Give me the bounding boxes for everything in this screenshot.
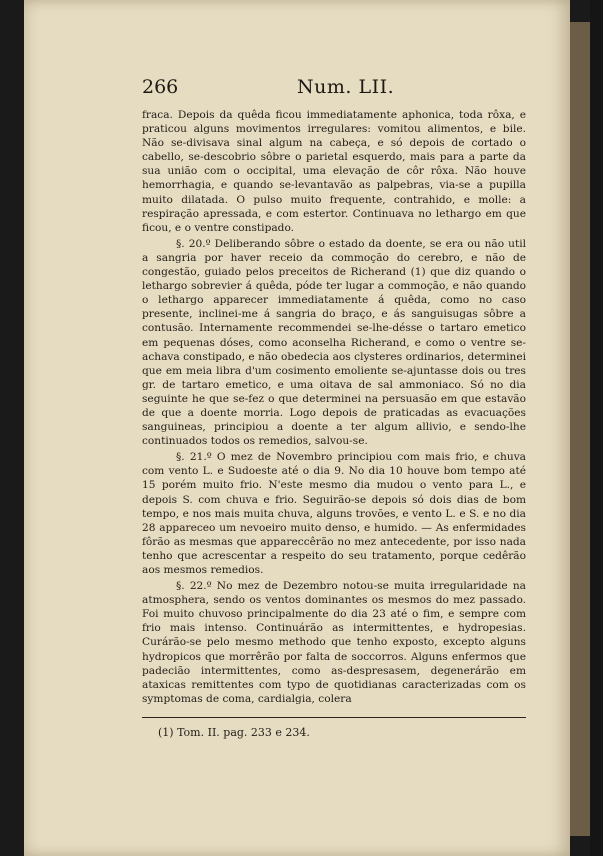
page-header <box>142 76 526 102</box>
page-number: 266 <box>142 76 179 98</box>
scan-border <box>590 0 603 856</box>
paragraph-section-21: §. 21.º O mez de Novembro principiou com mais frio, e chuva com vento L. e Sudoeste até o dia 9. No dia 10 houve bom tempo até 15 porém muito frio. N'este mesmo dia mudou o vento para L., e depois S. com chuva e frio. Seguirão-se depois só dois dias de bom tempo, e nos mais muita chuva, alguns trovões, e vento L. e S. e no dia 28 appareceo um nevoeiro muito denso, e humido. — As enfermidades fôrão as mesmas que appareccêrão no mez antecedente, por isso nada tenho que acrescentar a respeito do seu tratamento, porque cedêrão aos mesmos remedios. <box>142 451 526 576</box>
footnote-rule <box>142 717 526 718</box>
body-text <box>142 108 526 706</box>
paragraph-section-22: §. 22.º No mez de Dezembro notou-se muita irregularidade na atmosphera, sendo os ventos dominantes os mesmos do mez passado. Foi muito chuvoso principalmente do dia 23 até o fim, e sempre com frio mais intenso. Continuárão as intermittentes, e hydropesias. Curárão-se pelo mesmo methodo que tenho exposto, excepto alguns hydropicos que morrêrão por falta de soccorros. Alguns enfermos que padecião intermittentes, como as-despresasem, degenerárão em ataxicas remittentes com typo de quotidianas caracterizadas com os symptomas de coma, cardialgia, colera <box>142 580 526 705</box>
paragraph-section-20: §. 20.º Deliberando sôbre o estado da doente, se era ou não util a sangria por haver receio da commoção do cerebro, e não de congestão, guiado pelos preceitos de Richerand (1) que diz quando o lethargo sobrevier á quêda, póde ter lugar a commoção, e não quando o lethargo apparecer immediatamente á quêda, como no caso presente, inclinei-me á sangria do braço, e ás sanguisugas sôbre a contusão. Internamente recommendei se-lhe-désse o tartaro emetico em pequenas dóses, como aconselha Richerand, e como o ventre se-achava constipado, e não obedecia aos clysteres ordinarios, determinei que em meia libra d'um cosimento emoliente se-ajuntasse dois ou tres gr. de tartaro emetico, e uma oitava de sal ammoniaco. Só no dia seguinte he que se-fez o que determinei na persuasão em que estavão de que a doente morria. Logo depois de praticadas as evacuações sanguineas, principiou a doente a ter algum allivio, e sendo-lhe continuados todos os remedios, salvou-se. <box>142 237 526 448</box>
book-spine <box>570 22 590 836</box>
running-title: Num. LII. <box>297 76 395 98</box>
footnote: (1) Tom. II. pag. 233 e 234. <box>158 726 310 739</box>
paragraph-continuation: fraca. Depois da quêda ficou immediatamente aphonica, toda rôxa, e praticou alguns movimentos irregulares: vomitou alimentos, e bile. Não se-divisava sinal algum na cabeça, e só depois de cortado o cabello, se-descobrio sôbre o parietal esquerdo, mais para a parte da sua união com o occipital, uma elevação de côr rôxa. Não houve hemorrhagia, e quando se-levantavão as palpebras, via-se a pupilla muito dilatada. O pulso muito frequente, contrahido, e molle: a respiração apressada, e com estertor. Continuava no lethargo em que ficou, e o ventre constipado. <box>142 109 526 234</box>
